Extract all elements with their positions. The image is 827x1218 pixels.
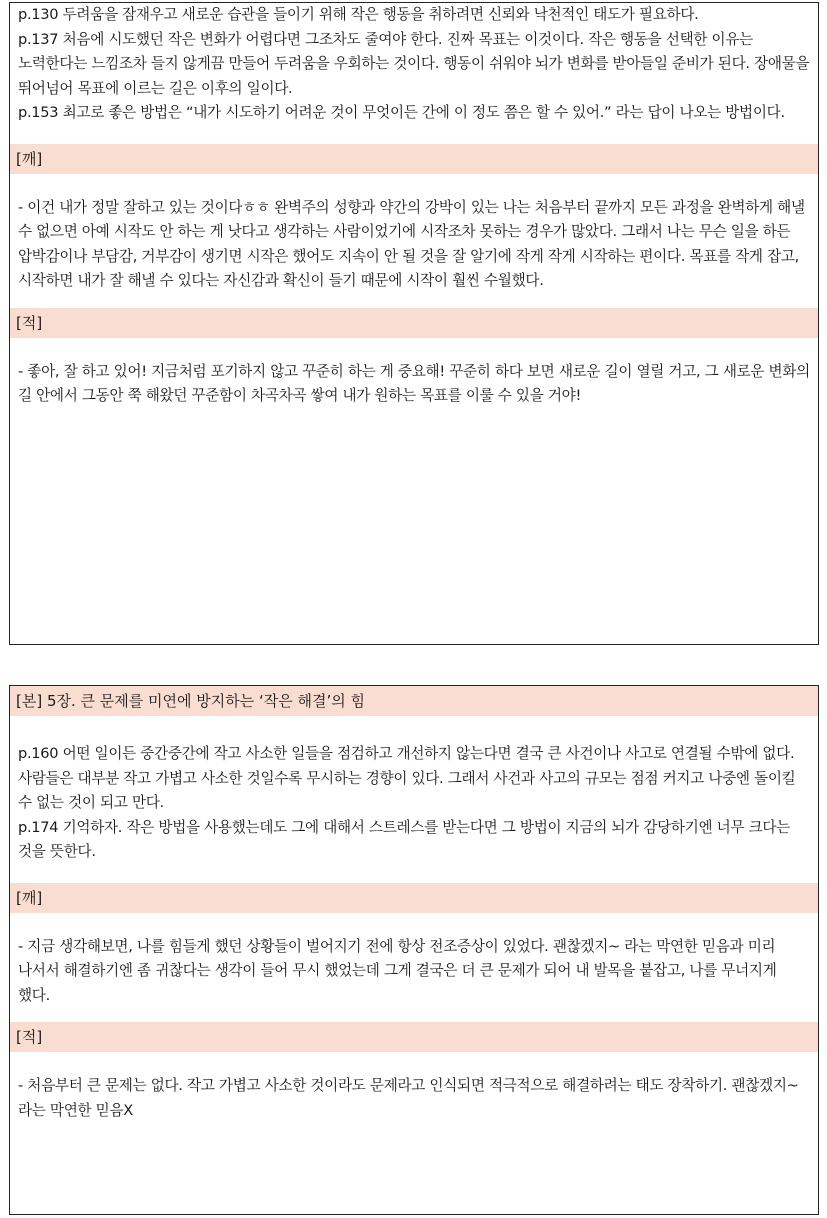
quote-p160: p.160 어떤 일이든 중간중간에 작고 사소한 일들을 점검하고 개선하지 않는다면 결국 큰 사건이나 사고로 연결될 수밖에 없다. 사람들은 대부분 작고 가볍고 사소한 것일수록 무시하는 경향이 있다. 그래서 사건과 사고의 규모는 점점 커지고 나중엔 돌이킬 수 없는 것이 되고 만다. <box>18 745 796 811</box>
quote-p137: p.137 처음에 시도했던 작은 변화가 어렵다면 그조차도 줄여야 한다. 진짜 목표는 이것이다. 작은 행동을 선택한 이유는 노력한다는 느낌조차 들지 않게끔 만들어 두려움을 우회하는 것이다. 행동이 쉬워야 뇌가 변화를 받아들일 준비가 된다. 장애물을 뛰어넘어 목표에 이르는 길은 이후의 일이다. <box>18 30 810 97</box>
realize-section-label: [깨] <box>10 883 818 913</box>
reading-note-card-1 <box>9 2 819 645</box>
quote-p130: p.130 두려움을 잠재우고 새로운 습관을 들이기 위해 작은 행동을 취하려면 신뢰와 낙천적인 태도가 필요하다. <box>18 6 699 23</box>
apply-section-label: [적] <box>10 308 818 338</box>
chapter-header: [본] 5장. 큰 문제를 미연에 방지하는 ‘작은 해결’의 힘 <box>10 686 818 716</box>
quote-p174: p.174 기억하자. 작은 방법을 사용했는데도 그에 대해서 스트레스를 받는다면 그 방법이 지금의 뇌가 감당하기엔 너무 크다는 것을 뜻한다. <box>18 818 790 860</box>
realize-section-label: [깨] <box>10 144 818 174</box>
reading-note-card-2 <box>9 685 819 1215</box>
quote-p153: p.153 최고로 좋은 방법은 “내가 시도하기 어려운 것이 무엇이든 간에 이 정도 쯤은 할 수 있어.” 라는 답이 나오는 방법이다. <box>18 104 785 121</box>
realize-section-text: - 이건 내가 정말 잘하고 있는 것이다ㅎㅎ 완벽주의 성향과 약간의 강박이 있는 나는 처음부터 끝까지 모든 과정을 완벽하게 해낼 수 없으면 아예 시작도 안 하는 게 낫다고 생각하는 사람이었기에 시작조차 못하는 경우가 많았다. 그래서 나는 무슨 일을 하든 압박감이나 부담감, 거부감이 생기면 시작은 했어도 지속이 안 될 것을 잘 알기에 작게 작게 시작하는 편이다. 목표를 작게 잡고, 시작하면 내가 잘 해낼 수 있다는 자신감과 확신이 들기 때문에 시작이 훨씬 수월했다. <box>18 198 805 289</box>
apply-section-text: - 처음부터 큰 문제는 없다. 작고 가볍고 사소한 것이라도 문제라고 인식되면 적극적으로 해결하려는 태도 장착하기. 괜찮겠지~라는 막연한 믿음X <box>18 1077 799 1119</box>
apply-section-text: - 좋아, 잘 하고 있어! 지금처럼 포기하지 않고 꾸준히 하는 게 중요해! 꾸준히 하다 보면 새로운 길이 열릴 거고, 그 새로운 변화의 길 안에서 그동안 쭉 해왔던 꾸준함이 차곡차곡 쌓여 내가 원하는 목표를 이룰 수 있을 거야! <box>18 362 810 404</box>
apply-section-label: [적] <box>10 1022 818 1052</box>
realize-section-text: - 지금 생각해보면, 나를 힘들게 했던 상황들이 벌어지기 전에 항상 전조증상이 있었다. 괜찮겠지~ 라는 막연한 믿음과 미리 나서서 해결하기엔 좀 귀찮다는 생각이 들어 무시 했었는데 그게 결국은 더 큰 문제가 되어 내 발목을 붙잡고, 나를 무너지게 했다. <box>18 937 777 1004</box>
